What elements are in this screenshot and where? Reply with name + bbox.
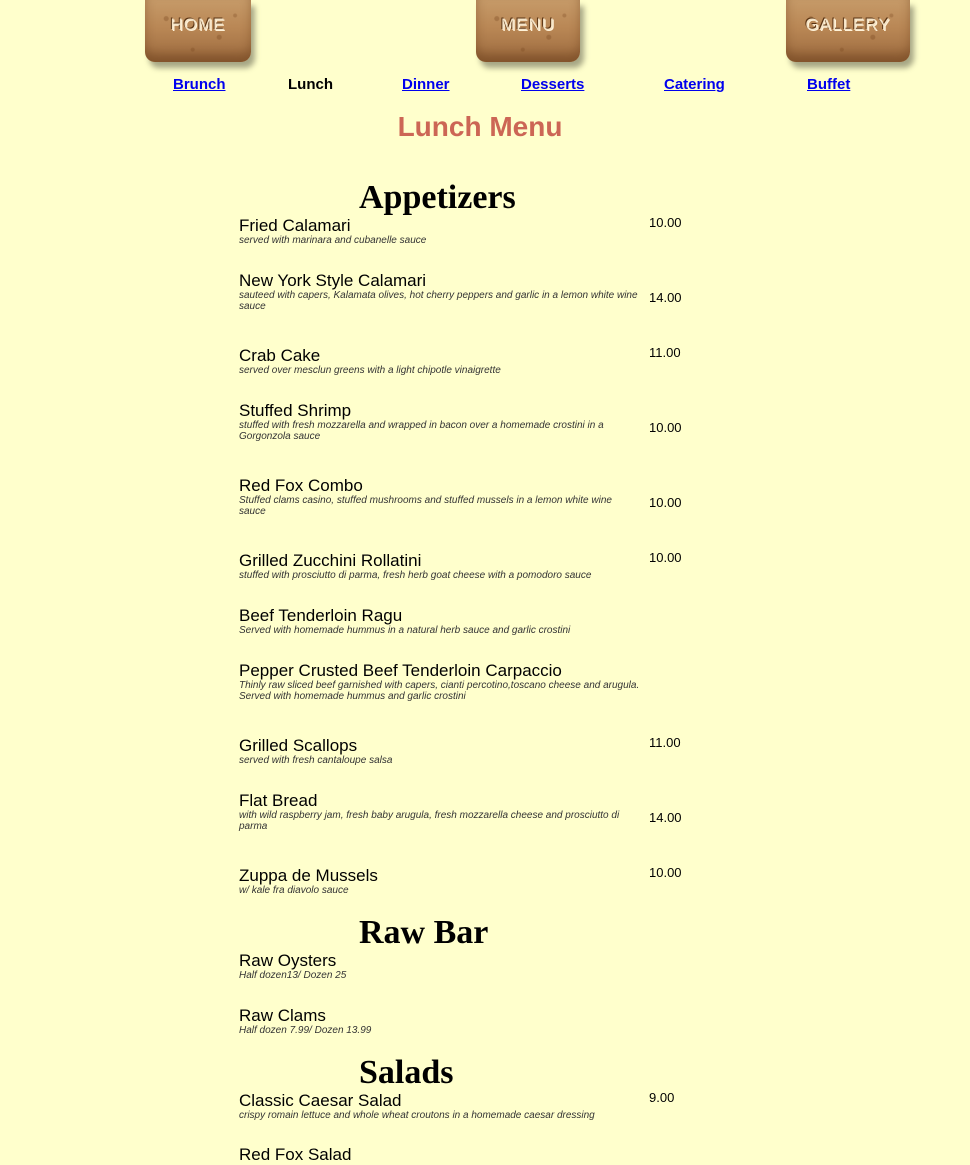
item-name: Fried Calamari: [239, 216, 351, 235]
item-description: stuffed with fresh mozzarella and wrapped in bacon over a homemade crostini in a Gorgonzola sauce: [239, 420, 604, 442]
item-description: Half dozen13/ Dozen 25: [239, 970, 347, 981]
home-cork-button[interactable]: [145, 0, 251, 62]
item-name: New York Style Calamari: [239, 271, 427, 290]
section-heading-raw-bar: Raw Bar: [359, 914, 489, 951]
item-name: Crab Cake: [239, 346, 321, 365]
gallery-cork-label: GALLERY: [805, 15, 891, 34]
item-name: Grilled Zucchini Rollatini: [239, 551, 422, 570]
item-price: 10.00: [649, 215, 682, 230]
item-name: Raw Oysters: [239, 951, 337, 970]
item-description: Thinly raw sliced beef garnished with capers, cianti percotino,toscano cheese and arugula. Served with homemade hummus and garlic crostini: [239, 680, 640, 702]
nav-link-dinner[interactable]: Dinner: [402, 76, 450, 93]
item-price: 10.00: [649, 550, 682, 565]
item-name: Raw Clams: [239, 1006, 326, 1025]
item-description: with wild raspberry jam, fresh baby arugula, fresh mozzarella cheese and prosciutto di parma: [239, 810, 620, 832]
item-name: Flat Bread: [239, 791, 318, 810]
item-price: 11.00: [649, 345, 681, 360]
item-name: Red Fox Salad: [239, 1145, 352, 1164]
menu-cork-button[interactable]: [476, 0, 580, 62]
home-cork-label: HOME: [170, 15, 226, 34]
item-price: 9.00: [649, 1090, 675, 1105]
item-price: 10.00: [649, 495, 682, 510]
item-description: served with fresh cantaloupe salsa: [239, 755, 393, 766]
item-name: Red Fox Combo: [239, 476, 363, 495]
menu-cork-label: MENU: [500, 15, 556, 34]
item-description: Served with homemade hummus in a natural herb sauce and garlic crostini: [239, 625, 571, 636]
section-heading-salads: Salads: [359, 1054, 454, 1091]
item-description: Stuffed clams casino, stuffed mushrooms and stuffed mussels in a lemon white wine sauce: [239, 495, 612, 517]
item-name: Pepper Crusted Beef Tenderloin Carpaccio: [239, 661, 562, 680]
nav-current-lunch: Lunch: [288, 76, 333, 93]
item-price: 11.00: [649, 735, 681, 750]
item-description: Half dozen 7.99/ Dozen 13.99: [239, 1025, 372, 1036]
item-price: 14.00: [649, 810, 682, 825]
item-name: Beef Tenderloin Ragu: [239, 606, 403, 625]
section-heading-appetizers: Appetizers: [359, 179, 516, 216]
item-description: sauteed with capers, Kalamata olives, hot cherry peppers and garlic in a lemon white wine sauce: [239, 290, 638, 312]
item-name: Stuffed Shrimp: [239, 401, 352, 420]
nav-link-catering[interactable]: Catering: [664, 76, 725, 93]
item-description: served over mesclun greens with a light chipotle vinaigrette: [239, 365, 501, 376]
item-price: 10.00: [649, 865, 682, 880]
item-name: Zuppa de Mussels: [239, 866, 378, 885]
gallery-cork-button[interactable]: [786, 0, 910, 62]
item-price: 14.00: [649, 290, 682, 305]
item-description: stuffed with prosciutto di parma, fresh herb goat cheese with a pomodoro sauce: [239, 570, 592, 581]
item-name: Grilled Scallops: [239, 736, 358, 755]
nav-link-brunch[interactable]: Brunch: [173, 76, 226, 93]
item-description: crispy romain lettuce and whole wheat croutons in a homemade caesar dressing: [239, 1110, 595, 1121]
item-price: 10.00: [649, 420, 682, 435]
page-title: Lunch Menu: [397, 111, 563, 142]
item-description: w/ kale fra diavolo sauce: [239, 885, 349, 896]
item-name: Classic Caesar Salad: [239, 1091, 402, 1110]
nav-link-buffet[interactable]: Buffet: [807, 76, 851, 93]
item-description: served with marinara and cubanelle sauce: [239, 235, 427, 246]
nav-link-desserts[interactable]: Desserts: [521, 76, 585, 93]
